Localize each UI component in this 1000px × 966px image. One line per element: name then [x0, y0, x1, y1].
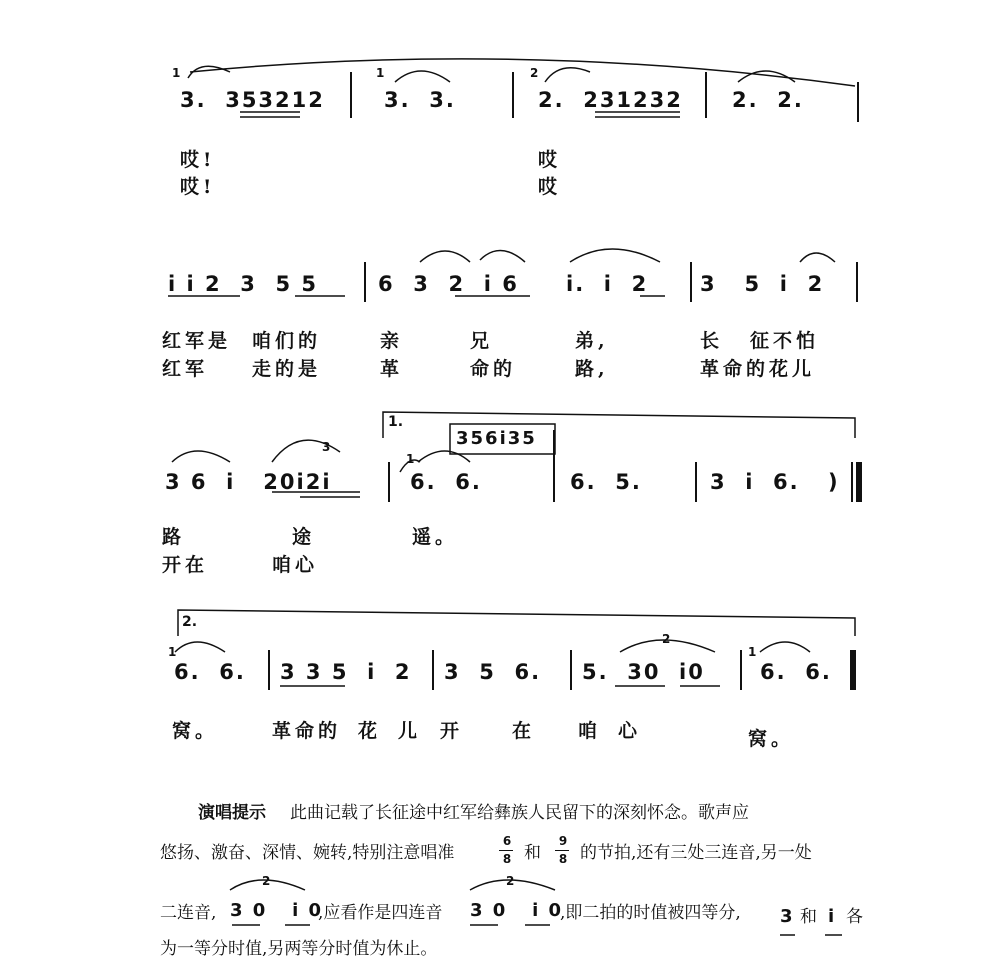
grace-note: 1	[748, 645, 757, 659]
hint-line2c: 的节拍,还有三处三连音,另一处	[580, 843, 812, 863]
lyric: 革命的花儿	[700, 358, 816, 380]
measure-4: 2. 2.	[732, 88, 804, 112]
lyric: 心	[618, 720, 642, 742]
frac-bar	[499, 850, 513, 851]
measure-16: 5. 30 i0	[582, 660, 705, 684]
frac1-top: 6	[502, 834, 512, 848]
measure-6: 6 3 2 i 6	[378, 272, 519, 296]
triplet-mark: 3	[322, 440, 331, 454]
hint-each: 各	[846, 907, 863, 927]
hint-line2b: 和	[524, 843, 541, 863]
measure-9: 3 6 i 20i2i	[165, 470, 332, 494]
lyric: 咱们的	[252, 330, 322, 352]
lyric: 弟,	[575, 330, 609, 352]
tuplet-mark: 2	[262, 874, 271, 888]
tuplet-mark: 2	[506, 874, 515, 888]
volta-1: 1.	[388, 414, 404, 430]
lyric: 亲	[380, 330, 404, 352]
lyric: 哎!	[180, 149, 216, 171]
volta-2: 2.	[182, 614, 198, 630]
lyric: 咱心	[272, 554, 319, 576]
hint-line3b: ,应看作是四连音	[318, 903, 443, 923]
frac1-bottom: 8	[502, 852, 512, 866]
hint-seg2: 3 0 i 0	[470, 900, 564, 921]
frac2-top: 9	[558, 834, 568, 848]
lyric: 开	[440, 720, 464, 742]
measure-7: i. i 2	[566, 272, 649, 296]
lyric: 咱	[578, 720, 602, 742]
hint-line3a: 二连音,	[160, 903, 217, 923]
grace-note: 1	[168, 645, 177, 659]
hint-line1: 此曲记载了长征途中红军给彝族人民留下的深刻怀念。歌声应	[290, 803, 749, 823]
frac2-bottom: 8	[558, 852, 568, 866]
hint-and: 和	[800, 907, 817, 927]
lyric: 红军是	[162, 330, 232, 352]
hint-n3: 3	[780, 906, 795, 927]
lyric: 走的是	[252, 358, 322, 380]
measure-8: 3 5 i 2	[700, 272, 825, 296]
measure-1: 3. 353212	[180, 88, 325, 112]
hint-seg1: 3 0 i 0	[230, 900, 324, 921]
ossia-box: 356i35	[456, 428, 537, 449]
measure-2: 3. 3.	[384, 88, 456, 112]
measure-13: 6. 6.	[174, 660, 246, 684]
hint-line2a: 悠扬、激奋、深情、婉转,特别注意唱准	[160, 843, 455, 863]
closing-paren: )	[828, 470, 840, 494]
grace-note: 1	[172, 66, 181, 80]
measure-5: i i 2 3 5 5	[168, 272, 319, 296]
hint-line3c: ,即二拍的时值被四等分,	[560, 903, 741, 923]
lyric: 儿	[398, 720, 422, 742]
lyric: 窝。	[748, 728, 795, 750]
lyric: 革	[380, 358, 404, 380]
lyric: 红军	[162, 358, 209, 380]
grace-note: 1	[406, 452, 415, 466]
hint-label: 演唱提示	[198, 803, 266, 823]
lyric: 哎!	[180, 176, 216, 198]
lyric: 兄	[470, 330, 494, 352]
lyric: 路,	[575, 358, 609, 380]
lyric: 革命的	[272, 720, 342, 742]
measure-3: 2. 231232	[538, 88, 683, 112]
measure-10: 6. 6.	[410, 470, 482, 494]
measure-17: 6. 6.	[760, 660, 832, 684]
measure-15: 3 5 6.	[444, 660, 542, 684]
measure-12: 3 i 6.	[710, 470, 800, 494]
hint-ni: i	[828, 906, 837, 927]
grace-note: 2	[530, 66, 539, 80]
grace-note: 1	[376, 66, 385, 80]
lyric: 途	[292, 526, 316, 548]
lyric: 开在	[162, 554, 209, 576]
lyric: 窝。	[172, 720, 219, 742]
lyric: 哎	[538, 176, 562, 198]
measure-14: 3 3 5 i 2	[280, 660, 412, 684]
lyric: 命的	[470, 358, 517, 380]
lyric: 路	[162, 526, 186, 548]
measure-11: 6. 5.	[570, 470, 642, 494]
lyric: 遥。	[412, 526, 459, 548]
hint-line4: 为一等分时值,另两等分时值为休止。	[160, 939, 438, 959]
frac-bar	[555, 850, 569, 851]
lyric: 花	[358, 720, 382, 742]
lyric: 征不怕	[750, 330, 820, 352]
duplet-mark: 2	[662, 632, 671, 646]
lyric: 哎	[538, 149, 562, 171]
lyric: 长	[700, 330, 724, 352]
lyric: 在	[512, 720, 536, 742]
